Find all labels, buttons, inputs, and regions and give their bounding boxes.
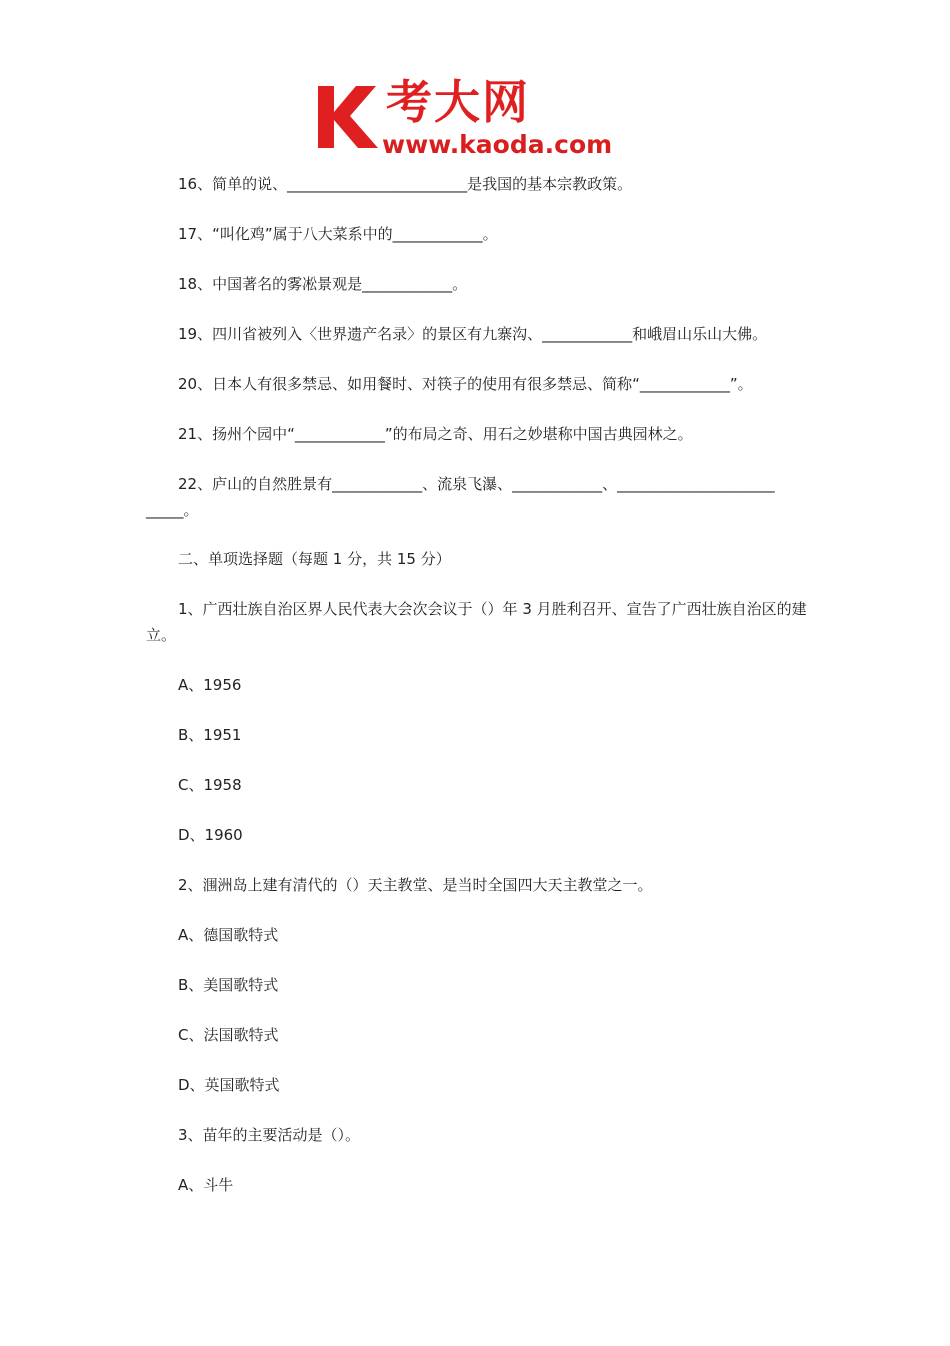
question-21: 21、扬州个园中“____________”的布局之奇、用石之妙堪称中国古典园林之。 — [178, 425, 693, 443]
mc-question-2-option-b: B、美国歌特式 — [178, 976, 279, 994]
logo-url-text: www.kaoda.com — [382, 130, 613, 159]
mc-question-2-option-a: A、德国歌特式 — [178, 926, 279, 944]
mc-question-2-option-c: C、法国歌特式 — [178, 1026, 279, 1044]
question-17: 17、“叫化鸡”属于八大菜系中的____________。 — [178, 225, 498, 243]
section-2-title: 二、单项选择题（每题 1 分，共 15 分） — [178, 550, 451, 568]
k-logo-icon — [316, 84, 380, 150]
mc-question-1-option-c: C、1958 — [178, 776, 242, 794]
question-20: 20、日本人有很多禁忌、如用餐时、对筷子的使用有很多禁忌、简称“____________”。 — [178, 375, 753, 393]
mc-question-1-stem: 1、广西壮族自治区界人民代表大会次会议于（）年 3 月胜利召开、宣告了广西壮族自治区的建立。 — [146, 600, 807, 644]
mc-question-2-option-d: D、英国歌特式 — [178, 1076, 280, 1094]
mc-question-1-option-a: A、1956 — [178, 676, 242, 694]
question-22: 22、庐山的自然胜景有____________、流泉飞瀑、____________、_____________________ _____。 — [146, 475, 775, 519]
question-18: 18、中国著名的雾凇景观是____________。 — [178, 275, 468, 293]
logo-brand-text: 考大网 — [386, 75, 530, 129]
mc-question-3-option-a: A、斗牛 — [178, 1176, 234, 1194]
mc-question-1-option-b: B、1951 — [178, 726, 242, 744]
kaoda-logo — [316, 76, 642, 160]
mc-question-1-option-d: D、1960 — [178, 826, 243, 844]
mc-question-2-stem: 2、涠洲岛上建有清代的（）天主教堂、是当时全国四大天主教堂之一。 — [178, 876, 653, 894]
question-19: 19、四川省被列入〈世界遗产名录〉的景区有九寨沟、____________和峨眉山乐山大佛。 — [178, 325, 768, 343]
mc-question-3-stem: 3、苗年的主要活动是（）。 — [178, 1126, 361, 1144]
question-16: 16、简单的说、________________________是我国的基本宗教政策。 — [178, 175, 633, 193]
